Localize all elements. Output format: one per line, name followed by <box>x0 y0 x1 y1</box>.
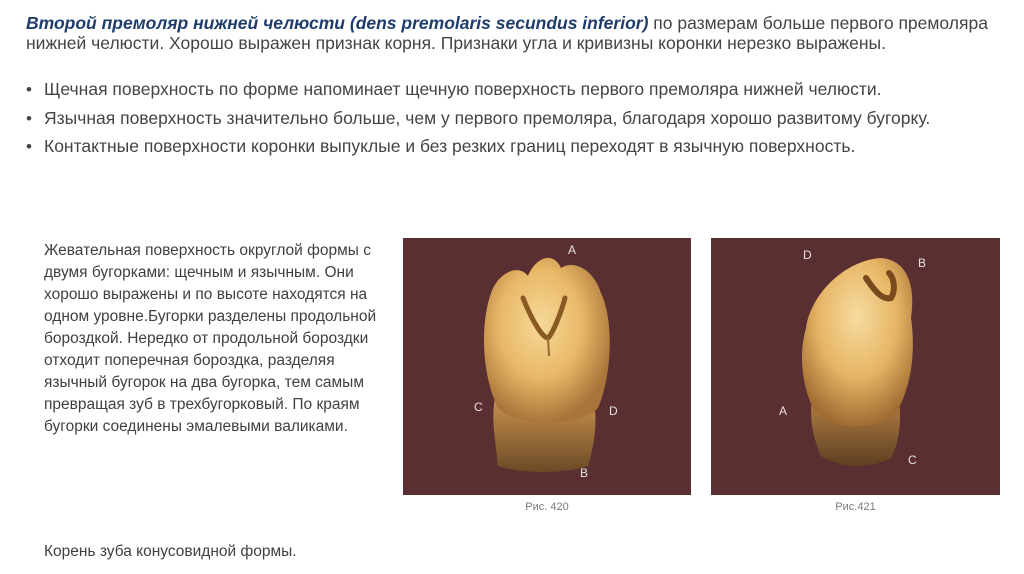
intro-text: по размерам больше первого премоляра нижней челюсти. Хорошо выражен признак корня. Признаки угла и кривизны коронки нерезко выражены. <box>26 13 988 53</box>
label-b: B <box>580 466 589 480</box>
label-c: C <box>908 453 917 467</box>
bullet-marker: • <box>26 108 32 128</box>
feature-list <box>26 80 1001 166</box>
list-item-text: Язычная поверхность значительно больше, чем у первого премоляра, благодаря хорошо развитому бугорку. <box>44 107 931 128</box>
label-c: C <box>474 400 483 414</box>
tooth-image-occlusal <box>711 238 1000 495</box>
list-item-text: Контактные поверхности коронки выпуклые и без резких границ переходят в язычную поверхность. <box>44 136 856 156</box>
tooth-term: Второй премоляр нижней челюсти (dens premolaris secundus inferior) <box>26 13 649 33</box>
label-d: D <box>803 248 812 262</box>
figure-caption: Рис.421 <box>835 501 876 513</box>
tooth-image-buccal <box>403 238 691 495</box>
intro-paragraph <box>26 14 1001 53</box>
bullet-marker: • <box>26 80 32 99</box>
figure-420 <box>403 238 691 518</box>
figure-caption: Рис. 420 <box>525 501 569 513</box>
label-a: A <box>779 404 788 418</box>
occlusal-description: Жевательная поверхность округлой формы с двумя бугорками: щечным и язычным. Они хорошо выражены и по высоте находятся на одном уровне.Бугорки разделены продольной бороздкой. Нередко от продольной бороздки отходит поперечная бороздка, разделяя язычный бугорок на два бугорка, тем самым превращая зуб в трехбугорковый. По краям бугорки соединены эмалевыми валиками. <box>44 242 377 435</box>
list-item <box>26 137 1001 157</box>
figure-421 <box>711 238 1000 518</box>
label-d: D <box>609 404 618 418</box>
list-item-text: Щечная поверхность по форме напоминает щечную поверхность первого премоляра нижней челюсти. <box>44 79 882 99</box>
list-item <box>26 80 1001 100</box>
label-a: A <box>568 243 577 257</box>
root-note: Корень зуба конусовидной формы. <box>44 543 297 560</box>
list-item <box>26 109 1001 129</box>
bullet-marker: • <box>26 137 32 156</box>
label-b: B <box>918 256 927 270</box>
